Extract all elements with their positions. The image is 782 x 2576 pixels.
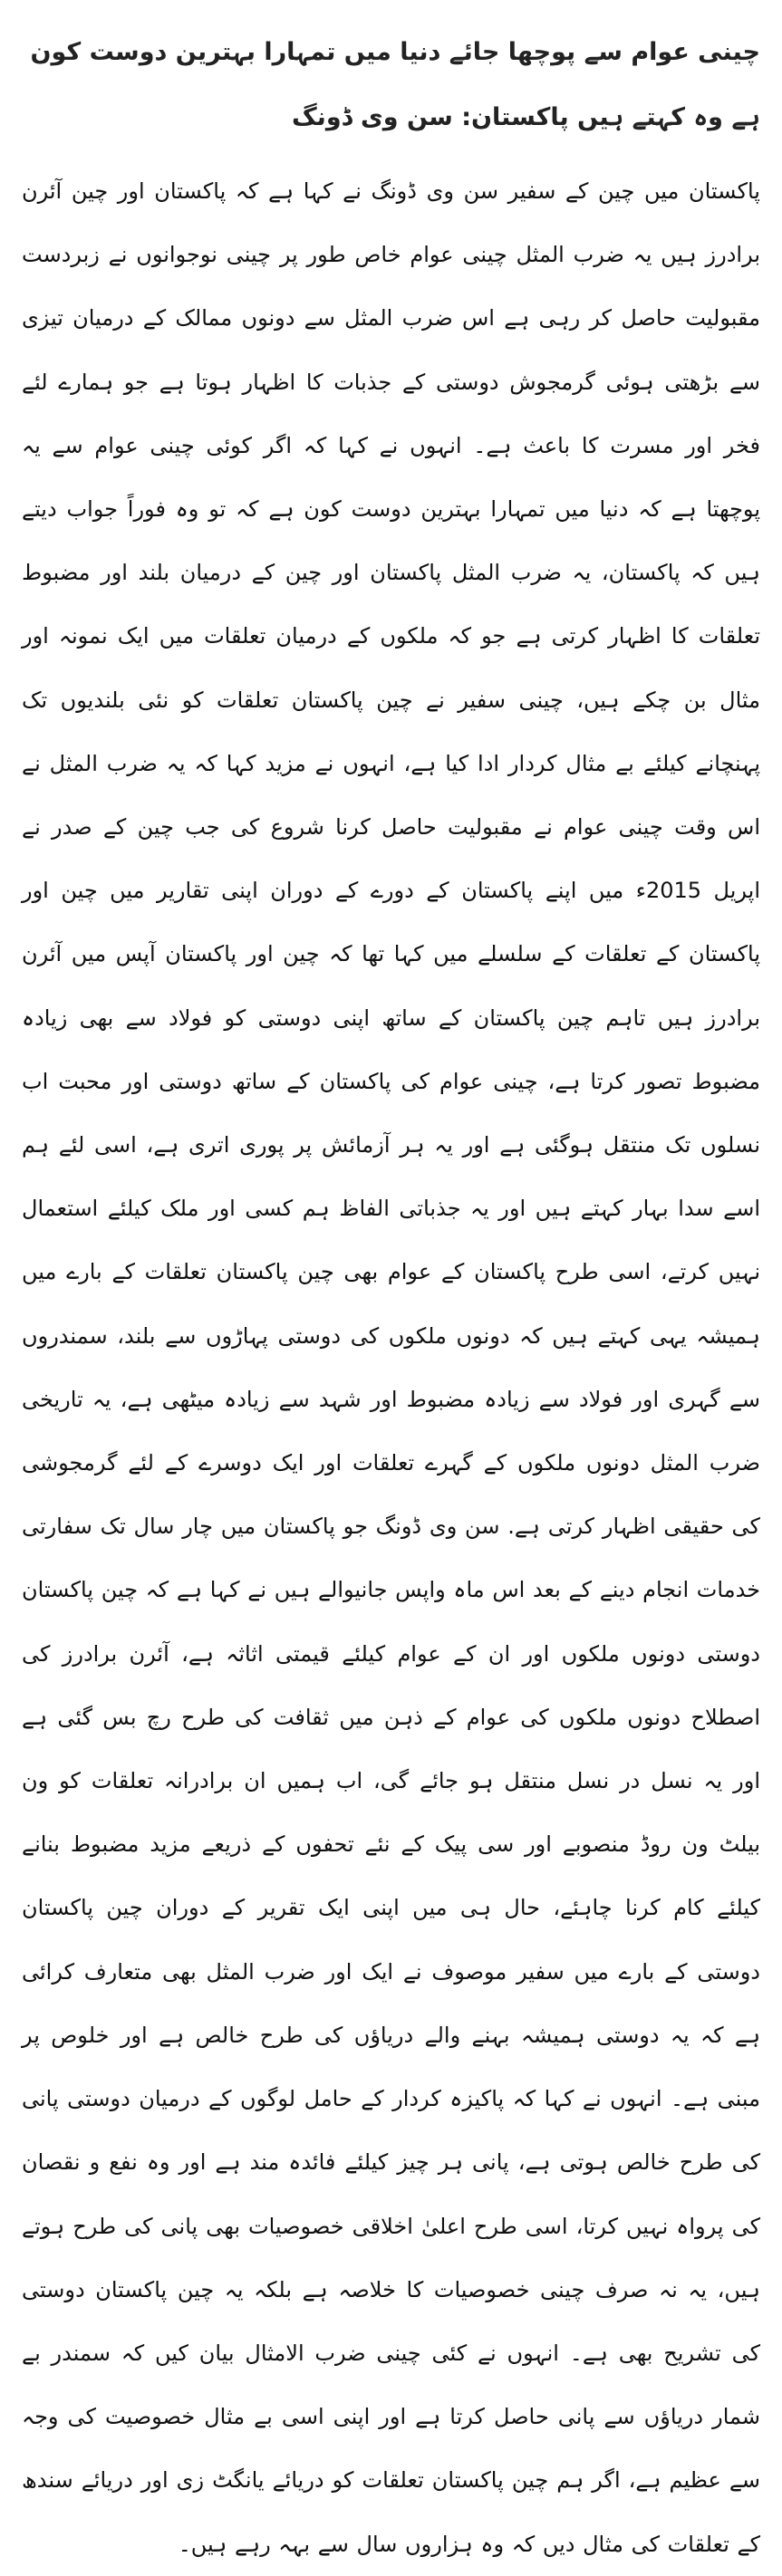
article-headline: چینی عوام سے پوچھا جائے دنیا میں تمہارا بہترین دوست کون ہے وہ کہتے ہیں پاکستان: سن وی ڈونگ — [30, 38, 760, 131]
article-body: پاکستان میں چین کے سفیر سن وی ڈونگ نے کہا ہے کہ پاکستان اور چین آئرن برادرز ہیں یہ ضرب المثل چینی عوام خاص طور پر چینی نوجوانوں نے زبردست مقبولیت حاصل کر رہی ہے اس ضرب المثل سے دونوں ممالک کے درمیان تیزی سے بڑھتی ہوئی گرمجوش دوستی کے جذبات کا اظہار ہوتا ہے جو ہمارے لئے فخر اور مسرت کا باعث ہے۔ انہوں نے کہا کہ اگر کوئی چینی عوام سے یہ پوچھتا ہے کہ دنیا میں تمہارا بہترین دوست کون ہے کہ تو وہ فوراً جواب دیتے ہیں کہ پاکستان، یہ ضرب المثل پاکستان اور چین کے درمیان بلند اور مضبوط تعلقات کا اظہار کرتی ہے جو کہ ملکوں کے درمیان تعلقات میں ایک نمونہ اور مثال بن چکے ہیں، چینی سفیر نے چین پاکستان تعلقات کو نئی بلندیوں تک پہنچانے کیلئے بے مثال کردار ادا کیا ہے، انہوں نے مزید کہا کہ یہ ضرب المثل نے اس وقت چینی عوام نے مقبولیت حاصل کرنا شروع کی جب چین کے صدر نے اپریل 2015ء میں اپنے پاکستان کے دورے کے دوران اپنی تقاریر میں چین اور پاکستان کے تعلقات کے سلسلے میں کہا تھا کہ چین اور پاکستان آپس میں آئرن برادرز ہیں تاہم چین پاکستان کے ساتھ اپنی دوستی کو فولاد سے بھی زیادہ مضبوط تصور کرتا ہے، چینی عوام کی پاکستان کے ساتھ دوستی اور محبت اب نسلوں تک منتقل ہوگئی ہے اور یہ ہر آزمائش پر پوری اتری ہے، اسی لئے ہم اسے سدا بہار کہتے ہیں اور یہ جذباتی الفاظ ہم کسی اور ملک کیلئے استعمال نہیں کرتے، اسی طرح پاکستان کے عوام بھی چین پاکستان تعلقات کے بارے میں ہمیشہ یہی کہتے ہیں کہ دونوں ملکوں کی دوستی پہاڑوں سے بلند، سمندروں سے گہری اور فولاد سے زیادہ مضبوط اور شہد سے زیادہ میٹھی ہے، یہ تاریخی ضرب المثل دونوں ملکوں کے گہرے تعلقات اور ایک دوسرے کے لئے گرمجوشی کی حقیقی اظہار کرتی ہے. سن وی ڈونگ جو پاکستان میں چار سال تک سفارتی خدمات انجام دینے کے بعد اس ماہ واپس جانیوالے ہیں نے کہا ہے کہ چین پاکستان دوستی دونوں ملکوں اور ان کے عوام کیلئے قیمتی اثاثہ ہے، آئرن برادرز کی اصطلاح دونوں ملکوں کی عوام کے ذہن میں ثقافت کی طرح رچ بس گئی ہے اور یہ نسل در نسل منتقل ہو جائے گی، اب ہمیں ان برادرانہ تعلقات کو ون بیلٹ ون روڈ منصوبے اور سی پیک کے نئے تحفوں کے ذریعے مزید مضبوط بنانے کیلئے کام کرنا چاہئے، حال ہی میں اپنی ایک تقریر کے دوران چین پاکستان دوستی کے بارے میں سفیر موصوف نے ایک اور ضرب المثل بھی متعارف کرائی ہے کہ یہ دوستی ہمیشہ بہنے والے دریاؤں کی طرح خالص ہے اور خلوص پر مبنی ہے۔ انہوں نے کہا کہ پاکیزہ کردار کے حامل لوگوں کے درمیان دوستی پانی کی طرح خالص ہوتی ہے، پانی ہر چیز کیلئے فائدہ مند ہے اور وہ نفع و نقصان کی پرواہ نہیں کرتا، اسی طرح اعلیٰ اخلاقی خصوصیات بھی پانی کی طرح ہوتے ہیں، یہ نہ صرف چینی خصوصیات کا خلاصہ ہے بلکہ یہ چین پاکستان دوستی کی تشریح بھی ہے۔ انہوں نے کئی چینی ضرب الامثال بیان کیں کہ سمندر بے شمار دریاؤں سے پانی حاصل کرتا ہے اور اپنی اسی بے مثال خصوصیت کی وجہ سے عظیم ہے، اگر ہم چین پاکستان تعلقات کو دریائے یانگٹ زی اور دریائے سندھ کے تعلقات کی مثال دیں کہ وہ ہزاروں سال سے بہہ رہے ہیں۔ — [22, 178, 760, 2557]
